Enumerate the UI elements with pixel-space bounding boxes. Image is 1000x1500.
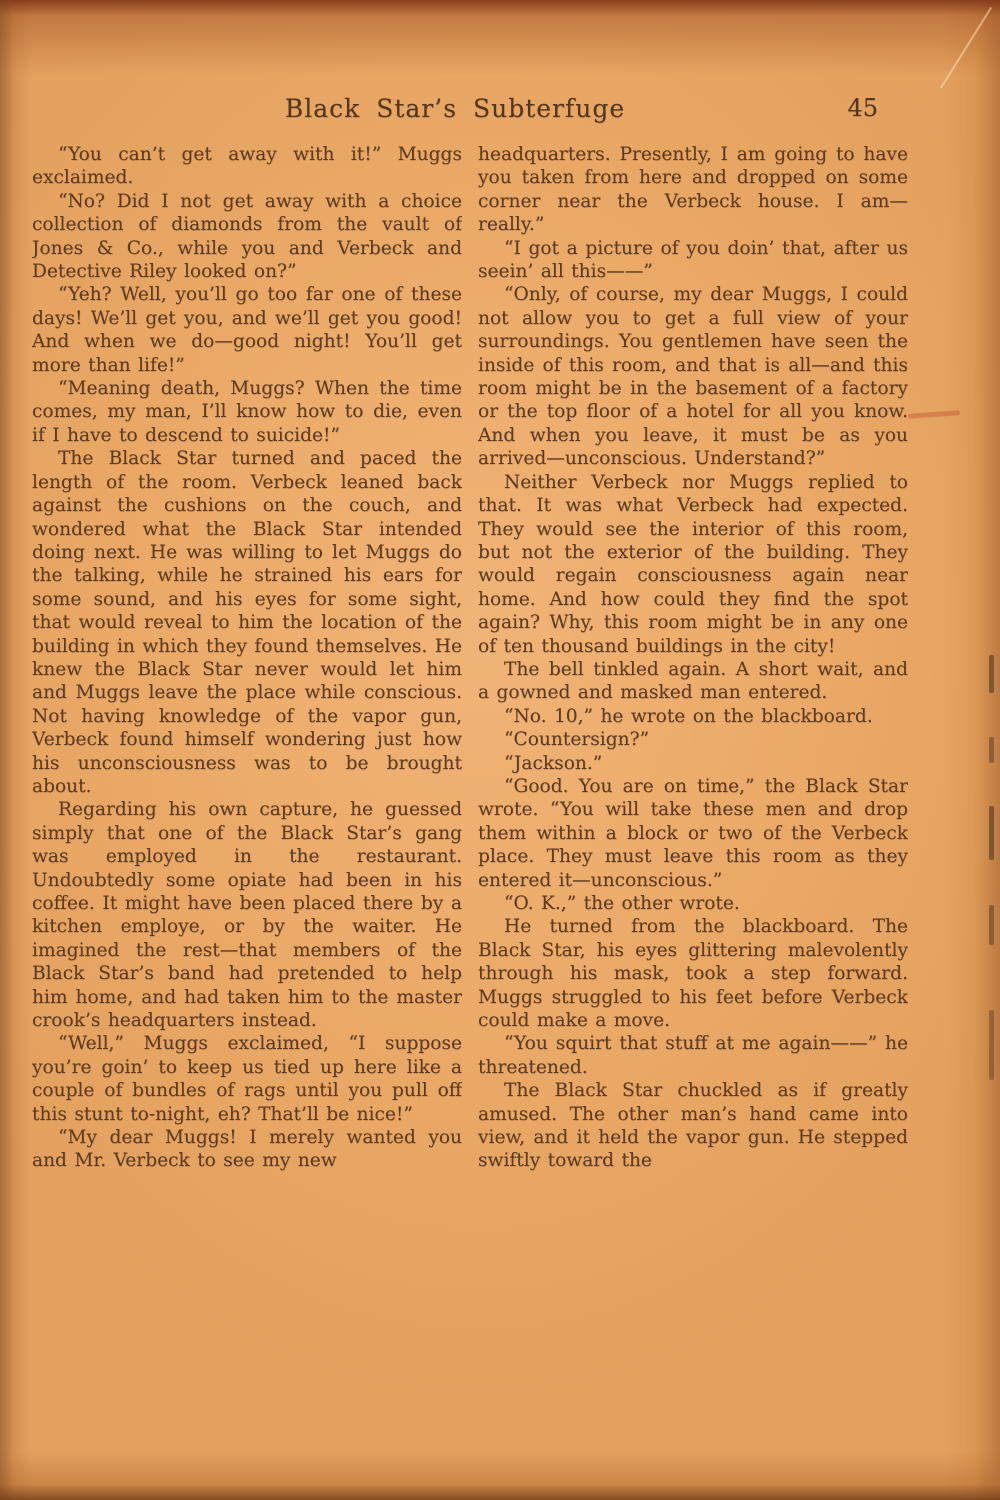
paragraph: “Yeh? Well, you’ll go too far one of these days! We’ll get you, and we’ll get you good! And when we do—good night! You’ll get more than life!” bbox=[32, 284, 462, 376]
paragraph: “Countersign?” bbox=[504, 729, 650, 751]
page-edge-mark bbox=[989, 655, 994, 693]
paragraph: “Good. You are on time,” the Black Star wrote. “You will take these men and drop them within a block or two of the Verbeck place. They must leave this room as they entered it—unconscious.” bbox=[478, 775, 908, 891]
page-edge-mark bbox=[989, 905, 994, 945]
running-header-title: Black Star’s Subterfuge bbox=[284, 94, 626, 123]
paragraph: The Black Star turned and paced the length of the room. Verbeck leaned back against the cushions on the couch, and wondered what the Black Star intended doing next. He was willing to let Muggs do the talking, while he strained his ears for some sound, and his eyes for some sight, that would reveal to him the location of the building in which they found themselves. He knew the Black Star never would let him and Muggs leave the place while conscious. Not having knowledge of the vapor gun, Verbeck found himself wondering just how his unconsciousness was to be brought about. bbox=[32, 448, 462, 797]
paragraph: “Jackson.” bbox=[504, 752, 603, 774]
paragraph: “Well,” Muggs exclaimed, “I suppose you’re goin’ to keep us tied up here like a couple of bundles of rags until you pull off this stunt to-night, eh? That’ll be nice!” bbox=[32, 1033, 462, 1125]
paragraph: “You can’t get away with it!” Muggs exclaimed. bbox=[32, 144, 462, 189]
ink-smudge bbox=[908, 410, 960, 419]
paragraph: “O. K.,” the other wrote. bbox=[504, 893, 740, 914]
paragraph: “I got a picture of you doin’ that, after us seein’ all this——” bbox=[478, 237, 908, 283]
paragraph: “No. 10,” he wrote on the blackboard. bbox=[504, 705, 873, 727]
paragraph: Neither Verbeck nor Muggs replied to that. It was what Verbeck had expected. They would see the interior of this room, but not the exterior of the building. They would regain consciousness again near home. And how could they find the spot again? Why, this room might be in any one of ten thousand buildings in the city! bbox=[478, 471, 908, 657]
paragraph: The bell tinkled again. A short wait, and a gowned and masked man entered. bbox=[478, 658, 908, 704]
paragraph: “Meaning death, Muggs? When the time comes, my man, I’ll know how to die, even if I have to descend to suicide!” bbox=[32, 378, 462, 446]
page-edge-mark bbox=[989, 737, 994, 763]
paragraph: Regarding his own capture, he guessed simply that one of the Black Star’s gang was employed in the restaurant. Undoubtedly some opiate had been in his coffee. It might have been placed there by a kitchen employe, or by the waiter. He imagined the rest—that members of the Black Star’s band had pretended to help him home, and had taken him to the master crook’s headquarters instead. bbox=[32, 799, 462, 1032]
paragraph: “My dear Muggs! I merely wanted you and Mr. Verbeck to see my new bbox=[32, 1127, 462, 1172]
paragraph: The Black Star chuckled as if greatly amused. The other man’s hand came into view, and it held the vapor gun. He stepped swiftly toward the bbox=[478, 1080, 908, 1172]
left-column bbox=[32, 143, 462, 1333]
page-edge-mark bbox=[989, 1010, 994, 1080]
page-number: 45 bbox=[847, 94, 878, 122]
paragraph: “You squirt that stuff at me again——” he threatened. bbox=[478, 1033, 908, 1078]
page-edge-mark bbox=[989, 806, 994, 860]
page-gutter-shadow bbox=[0, 0, 14, 1500]
page-crease-mark bbox=[940, 7, 992, 89]
paragraph: He turned from the blackboard. The Black Star, his eyes glittering malevolently through his mask, took a step forward. Muggs struggled to his feet before Verbeck could make a move. bbox=[478, 916, 908, 1032]
paragraph: “No? Did I not get away with a choice collection of diamonds from the vault of Jones & Co., while you and Verbeck and Detective Riley looked on?” bbox=[32, 190, 462, 283]
paragraph: “Only, of course, my dear Muggs, I could not allow you to get a full view of your surroundings. You gentlemen have seen the inside of this room, and that is all—and this room might be in the basement of a factory or the top floor of a hotel for all you know. And when you leave, it must be as you arrived—unconscious. Understand?” bbox=[478, 284, 908, 470]
paragraph: headquarters. Presently, I am going to have you taken from here and dropped on some corner near the Verbeck house. I am—really.” bbox=[478, 144, 908, 236]
running-header bbox=[0, 94, 1000, 128]
right-column bbox=[478, 143, 908, 1333]
text-columns bbox=[32, 143, 908, 1333]
